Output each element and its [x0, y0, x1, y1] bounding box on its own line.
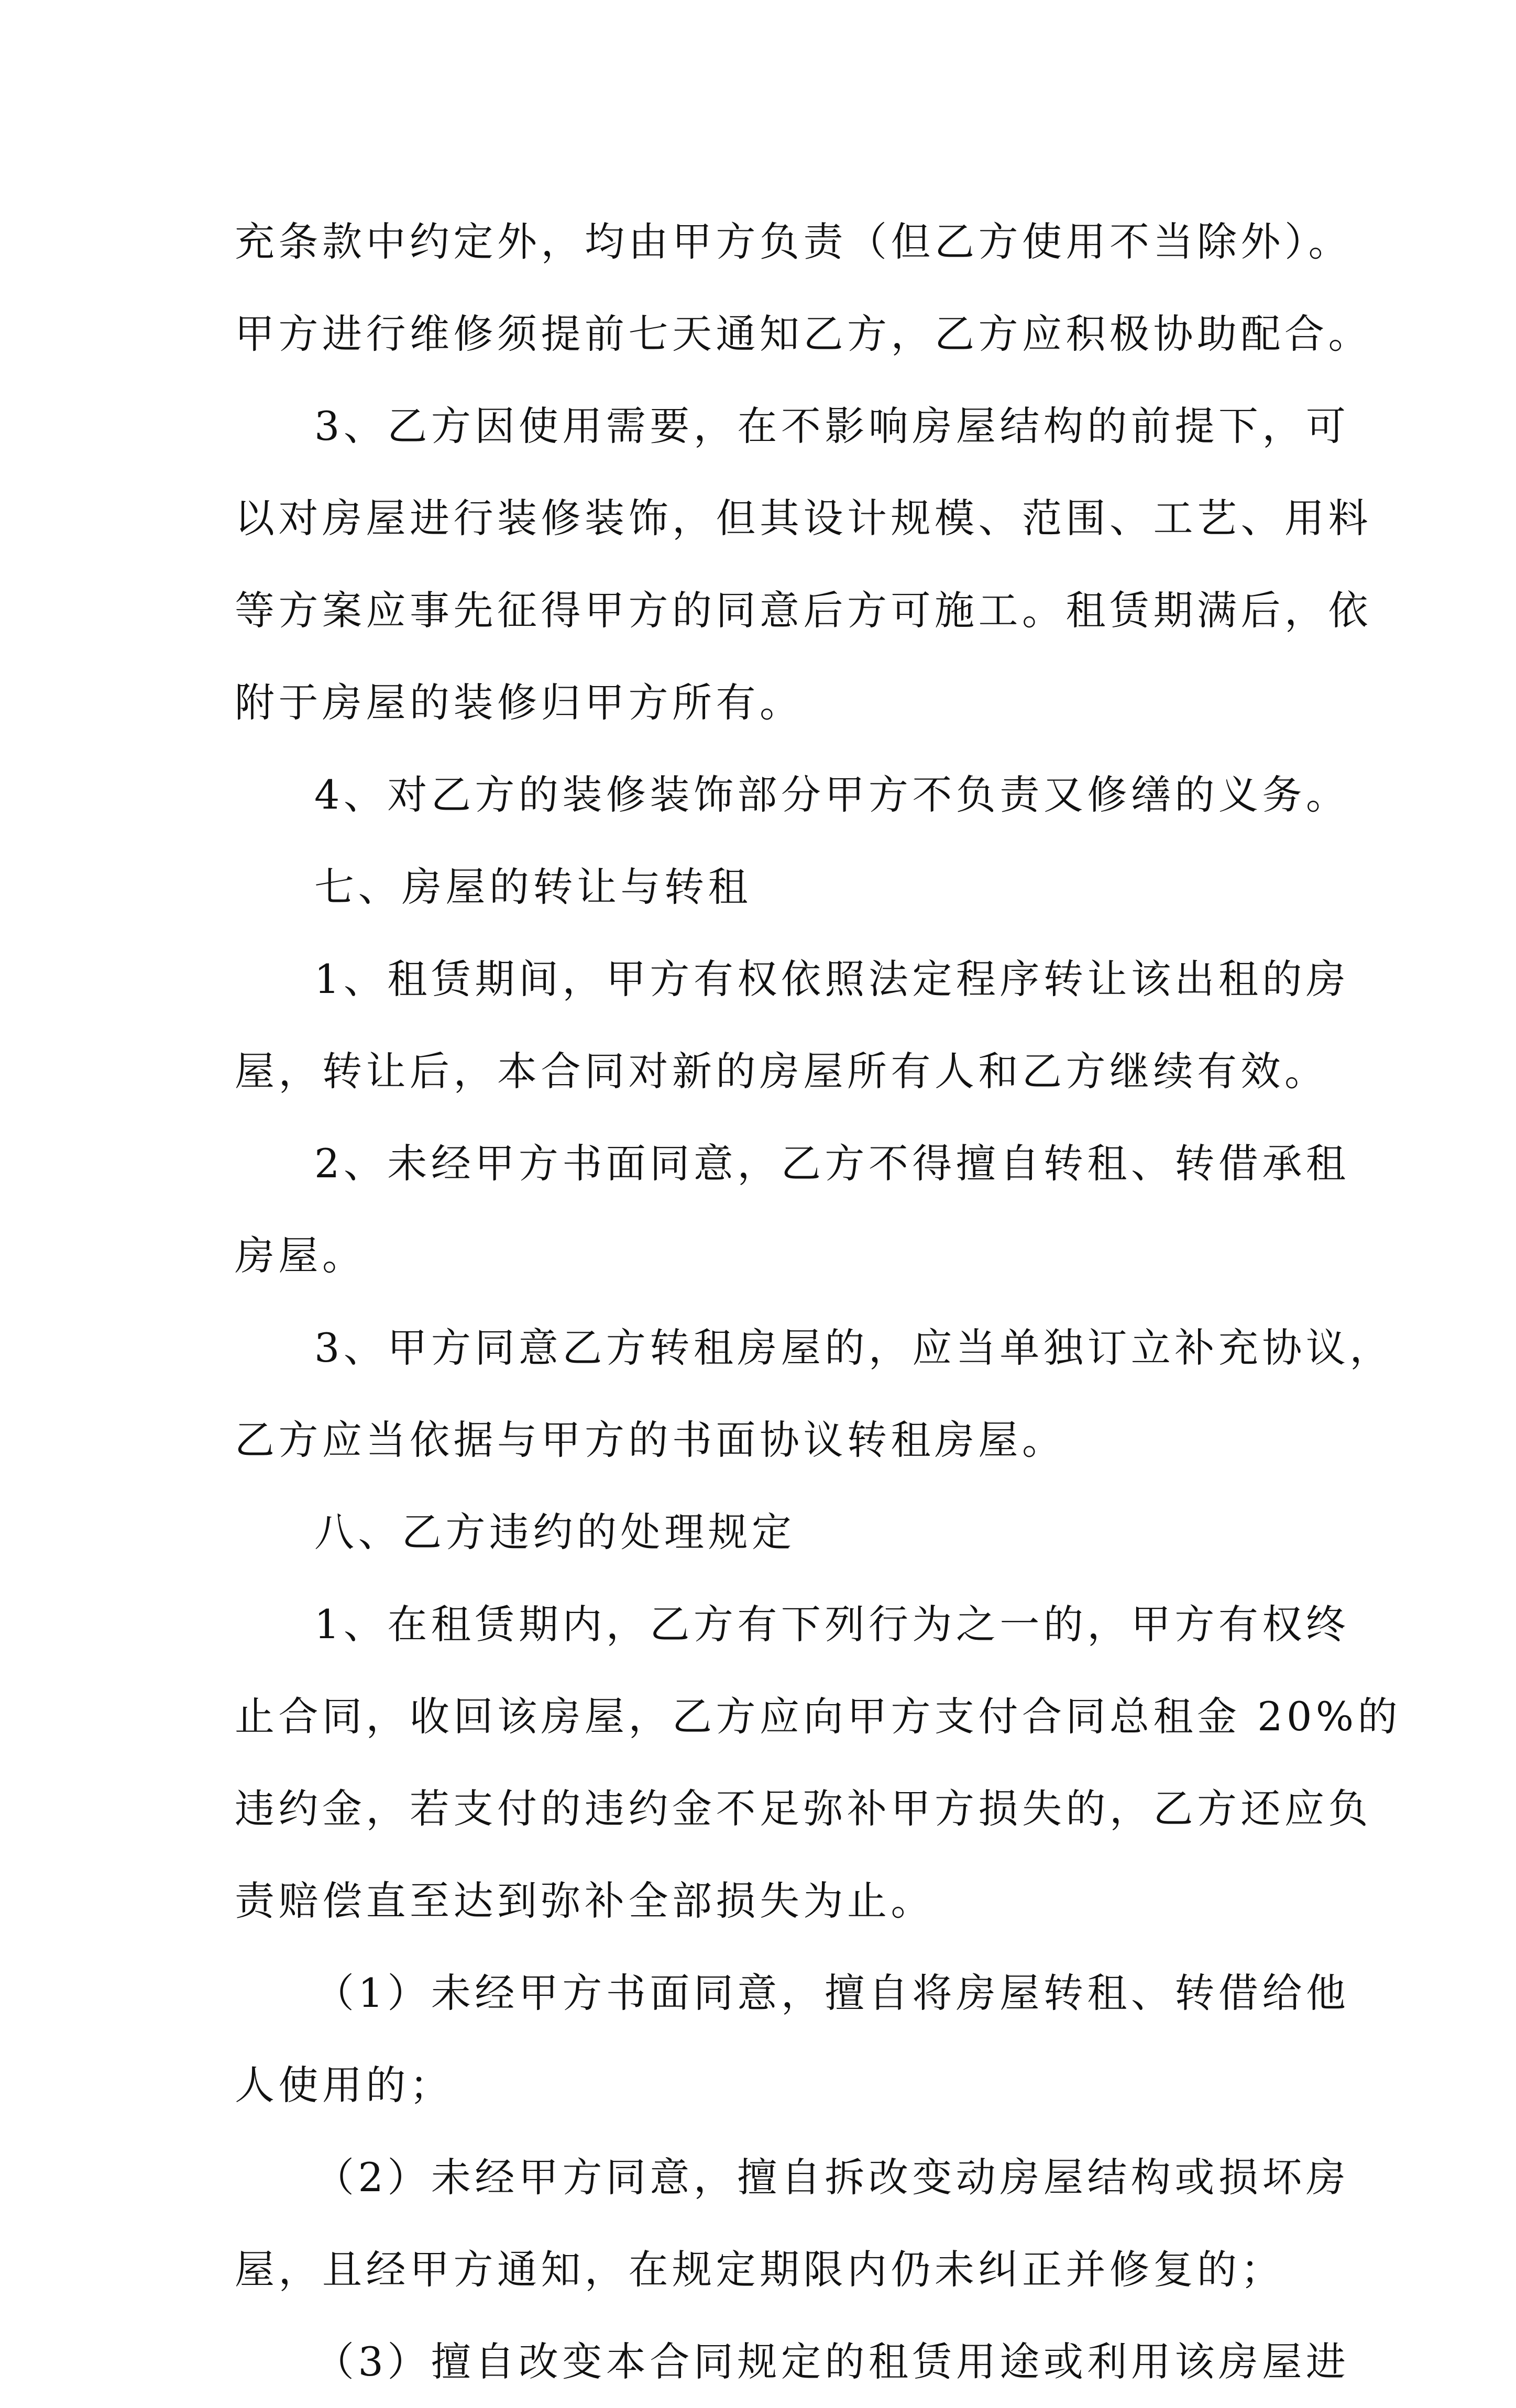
text-line: （1）未经甲方书面同意，擅自将房屋转租、转借给他	[314, 1970, 1350, 2016]
text-line: 以对房屋进行装修装饰，但其设计规模、范围、工艺、用料	[235, 495, 1372, 542]
text-line: 屋，且经甲方通知，在规定期限内仍未纠正并修复的；	[235, 2246, 1284, 2293]
text-line: 附于房屋的装修归甲方所有。	[235, 679, 804, 726]
text-line: 七、房屋的转让与转租	[314, 864, 752, 910]
text-line: 屋，转让后，本合同对新的房屋所有人和乙方继续有效。	[235, 1048, 1328, 1095]
text-line: （3）擅自改变本合同规定的租赁用途或利用该房屋进	[314, 2338, 1350, 2385]
text-line: 房屋。	[235, 1232, 366, 1279]
text-line: 1、在租赁期内，乙方有下列行为之一的，甲方有权终	[314, 1601, 1350, 1648]
text-line: 4、对乙方的装修装饰部分甲方不负责又修缮的义务。	[314, 771, 1350, 818]
text-line: 人使用的；	[235, 2062, 454, 2108]
text-line: 等方案应事先征得甲方的同意后方可施工。租赁期满后，依	[235, 587, 1372, 634]
text-line: 责赔偿直至达到弥补全部损失为止。	[235, 1877, 935, 1924]
text-line: （2）未经甲方同意，擅自拆改变动房屋结构或损坏房	[314, 2154, 1350, 2201]
document-body	[235, 196, 1402, 2408]
text-line: 违约金，若支付的违约金不足弥补甲方损失的，乙方还应负	[235, 1785, 1372, 1832]
text-line: 八、乙方违约的处理规定	[314, 1509, 796, 1555]
text-line: 3、甲方同意乙方转租房屋的，应当单独订立补充协议，	[314, 1324, 1393, 1371]
text-line: 2、未经甲方书面同意，乙方不得擅自转租、转借承租	[314, 1140, 1350, 1187]
text-line: 乙方应当依据与甲方的书面协议转租房屋。	[235, 1417, 1066, 1463]
text-line: 止合同，收回该房屋，乙方应向甲方支付合同总租金 20%的	[235, 1693, 1402, 1740]
text-line: 甲方进行维修须提前七天通知乙方，乙方应积极协助配合。	[235, 311, 1372, 357]
text-line: 3、乙方因使用需要，在不影响房屋结构的前提下，可	[314, 403, 1350, 449]
text-line: 1、租赁期间，甲方有权依照法定程序转让该出租的房	[314, 956, 1350, 1002]
text-line: 充条款中约定外，均由甲方负责（但乙方使用不当除外）。	[235, 218, 1352, 265]
